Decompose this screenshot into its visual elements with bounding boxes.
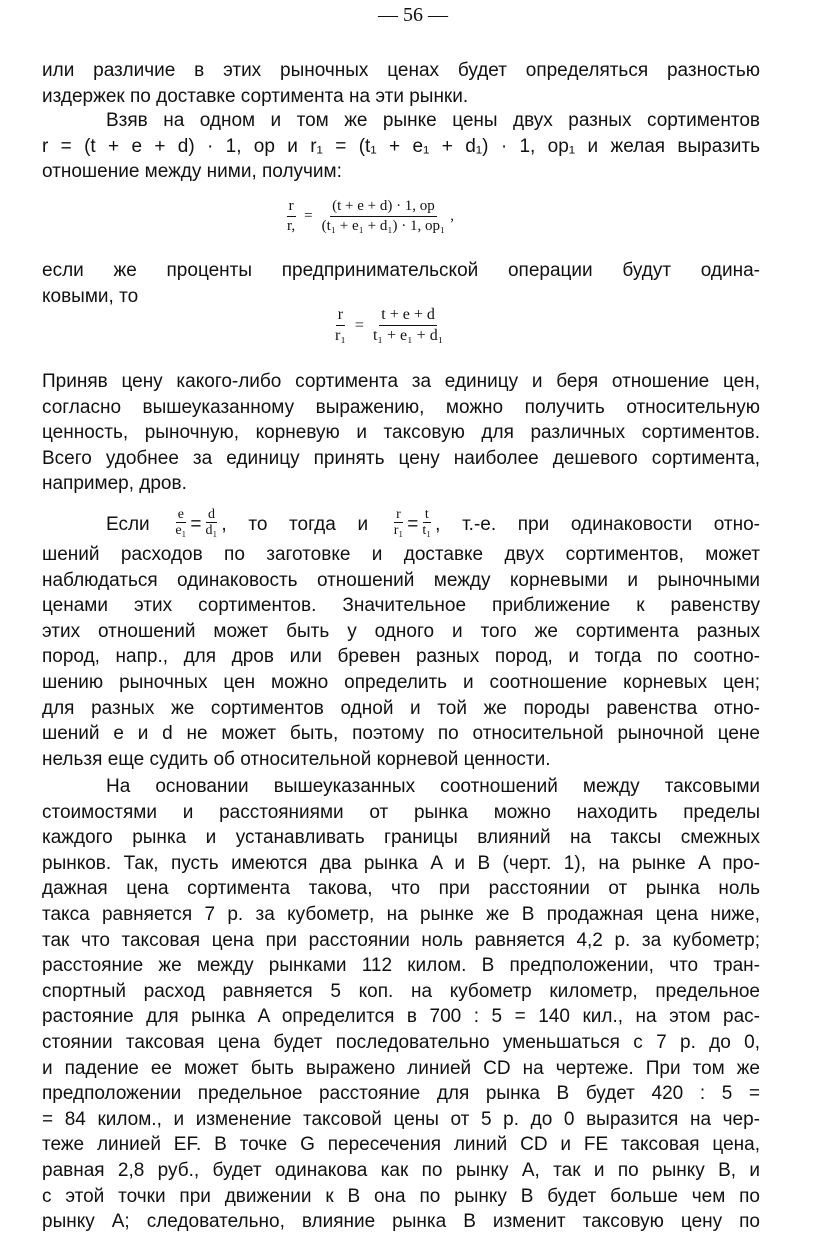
- equals-sign: =: [354, 316, 364, 334]
- text-line: = 84 килом., и изменение таксовой цены от 5 р. до 0 выразится на чер-: [42, 1108, 760, 1130]
- fraction-cost-ratio: [320, 198, 448, 236]
- text-fragment: , т.-е. при одинаковости отно-: [435, 514, 760, 535]
- equals-sign: =: [304, 208, 313, 225]
- text-fragment: Если: [106, 514, 150, 535]
- fraction-cost-sum: [371, 306, 445, 346]
- fraction-e-over-e1: [173, 507, 188, 539]
- text-fragment: , то тогда и: [221, 514, 369, 535]
- fraction-r-over-r1: [392, 507, 406, 539]
- text-line: этих отношений может быть у одного и того же сортимента разных: [42, 620, 760, 642]
- numerator: d: [207, 507, 215, 523]
- paragraph-2: [42, 108, 760, 185]
- numerator: t + e + d: [379, 306, 437, 326]
- text-line: ценами этих сортиментов. Значительное приближение к равенству: [42, 595, 760, 617]
- text-line: и падение ее может быть выражено линией CD на чертеже. При том же: [42, 1057, 760, 1079]
- text-line: издержек по доставке сортимента на эти рынки.: [42, 85, 469, 107]
- numerator: t: [424, 507, 429, 523]
- denominator: t₁: [422, 523, 432, 539]
- text-line: Взяв на одном и том же рынке цены двух разных сортиментов: [106, 110, 760, 131]
- text-line: наблюдаться одинаковость отношений между корневыми и рыночными: [42, 569, 760, 591]
- formula-punctuation: ,: [450, 208, 455, 225]
- denominator: e₁: [175, 523, 187, 539]
- text-line: стоимостями и расстояниями от рынка можно находить пределы: [42, 801, 760, 823]
- denominator: d₁: [205, 523, 218, 539]
- text-line: такса равняется 7 р. за кубометр, на рынке же B продажная цена ниже,: [42, 903, 760, 925]
- text-line: Приняв цену какого-либо сортимента за единицу и беря отношение цен,: [42, 371, 760, 392]
- paragraph-5: [42, 508, 760, 772]
- denominator: r₁: [335, 327, 346, 345]
- text-line: отношение между ними, получим:: [42, 161, 342, 183]
- text-line: спортный расход равняется 5 коп. на кубометр километр, предельное: [42, 980, 760, 1002]
- text-line: шению рыночных цен можно определить и соотношение корневых цен;: [42, 671, 760, 693]
- paragraph-3: [42, 258, 760, 309]
- text-line: ценность, рыночную, корневую и таксовую для различных сортиментов.: [42, 422, 760, 444]
- text-line-with-fractions: [42, 508, 760, 542]
- text-line: равная 2,8 руб., будет одинакова как по рынку A, так и по рынку B, и: [42, 1159, 760, 1181]
- formula-ratio-full: [282, 198, 454, 236]
- text-line: расстояние же между рынками 112 килом. В предположении, что тран-: [42, 955, 760, 977]
- text-line: стоянии таксовая цена будет последовательно уменьшаться с 7 р. до 0,: [42, 1031, 760, 1053]
- text-line: если же проценты предпринимательской операции будут одина-: [42, 260, 760, 281]
- text-line: каждого рынка и устанавливать границы влияний на таксы смежных: [42, 827, 760, 849]
- text-line: или различие в этих рыночных ценах будет определяться разностью: [42, 60, 760, 81]
- text-line: шений e и d не может быть, поэтому по относительной рыночной цене: [42, 723, 760, 745]
- equals-sign: =: [407, 514, 419, 535]
- fraction-d-over-d1: [204, 507, 220, 539]
- paragraph-4: [42, 369, 760, 497]
- text-line: растояние для рынка A определится в 700 : 5 = 140 кил., на этом рас-: [42, 1006, 760, 1028]
- text-line: например, дров.: [42, 473, 187, 495]
- text-line: r = (t + e + d) · 1, op и r₁ = (t₁ + e₁ + d₁) · 1, op₁ и желая выразить: [42, 135, 760, 157]
- paragraph-6: [42, 774, 760, 1235]
- numerator: r: [287, 198, 296, 217]
- text-line: согласно вышеуказанному выражению, можно получить относительную: [42, 396, 760, 418]
- text-line: предположении предельное расстояние для рынка B будет 420 : 5 =: [42, 1083, 760, 1105]
- numerator: e: [177, 507, 184, 523]
- paragraph-1: [42, 58, 760, 109]
- fraction-r-over-r1: [333, 306, 348, 346]
- fraction-r-over-r1: [285, 198, 297, 236]
- text-line: шений расходов по заготовке и доставке двух сортиментов, может: [42, 544, 760, 565]
- text-line: пород, напр., для дров или бревен разных пород, и тогда по соотно-: [42, 646, 760, 668]
- numerator: r: [336, 306, 345, 326]
- formula-ratio-simple: [330, 306, 448, 346]
- text-line: Всего удобнее за единицу принять цену наиболее дешевого сортимента,: [42, 447, 760, 469]
- text-line: рынку A; следовательно, влияние рынка B изменит таксовую цену по: [42, 1211, 760, 1233]
- denominator: r₁: [393, 523, 404, 539]
- text-line: дажная цена сортимента такова, что при расстоянии от рынка ноль: [42, 878, 760, 900]
- numerator: (t + e + d) · 1, op: [330, 198, 437, 217]
- denominator: t₁ + e₁ + d₁: [372, 327, 444, 345]
- text-line: ковыми, то: [42, 285, 139, 307]
- denominator: (t₁ + e₁ + d₁) · 1, op₁: [321, 218, 446, 235]
- page-number: — 56 —: [378, 4, 448, 26]
- text-line: рынков. Так, пусть имеются два рынка A и B (черт. 1), на рынке A про-: [42, 852, 760, 874]
- fraction-t-over-t1: [420, 507, 433, 539]
- text-line: нельзя еще судить об относительной корневой ценности.: [42, 748, 551, 770]
- numerator: r: [396, 507, 401, 523]
- text-line: На основании вышеуказанных соотношений между таксовыми: [106, 776, 760, 797]
- text-line: так что таксовая цена при расстоянии ноль равняется 4,2 р. за кубометр;: [42, 929, 760, 951]
- text-line: теже линией EF. В точке G пересечения линий CD и FE таксовая цена,: [42, 1134, 760, 1156]
- text-line: с этой точки при движении к B она по рынку B будет больше чем по: [42, 1185, 760, 1207]
- equals-sign: =: [190, 514, 202, 535]
- denominator: r,: [287, 218, 296, 235]
- text-line: для разных же сортиментов одной и той же породы равенства отно-: [42, 697, 760, 719]
